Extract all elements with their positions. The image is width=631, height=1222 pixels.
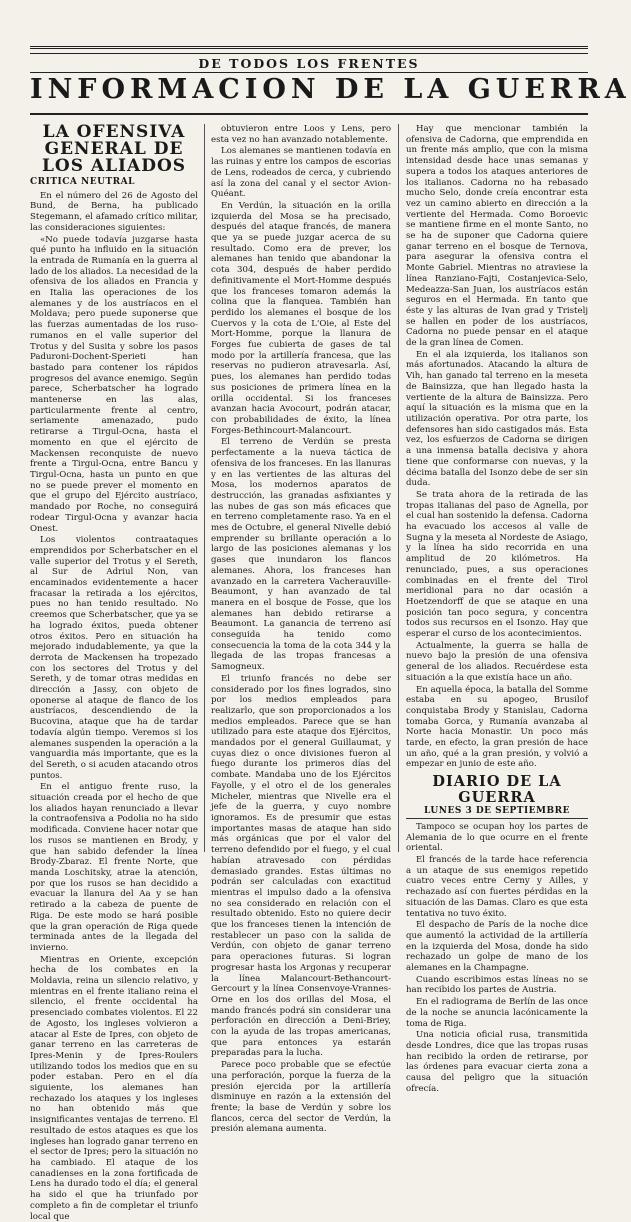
kicker-rule-bottom bbox=[30, 72, 588, 73]
article-subhead-critica: CRITICA NEUTRAL bbox=[30, 177, 135, 187]
paragraph: El francés de la tarde hace referencia a un ataque de sus enemigos repetido cuatro veces entre Cerny y Ailles, y rechazado así con fuertes pérdidas en la situación de las Damas. Claro es que esta tentativa no tuvo éxito. bbox=[406, 855, 588, 919]
paragraph: En el radiograma de Berlín de las once de la noche se anuncia lacónicamente la toma de Riga. bbox=[406, 997, 588, 1029]
paragraph: Parece poco probable que se efectúe una perforación, porque la fuerza de la presión ejercida por la artillería disminuye en razón a la extensión del frente; la base de Verdún y sobre los flancos, cerca del sector de Verdún, la presión alemana aumenta. bbox=[211, 1060, 391, 1135]
paragraph: Mientras en Oriente, excepción hecha de los combates en la Moldavia, reina un silencio relativo, y mientras en el frente italiano reina el silencio, el frente occidental ha presenciado combates violentos. El 22 de Agosto, los ingleses volvieron a atacar al Este de Ipres, con objeto de ganar terreno en las carreteras de Ipres-Menin y de Ipres-Roulers utilizando todos los medios que en su poder estaban. Pero en el día siguiente, los alemanes han rechazado los ataques y los ingleses no han obtenido más que insignificantes ventajas de terreno. El resultado de estos ataques es que los ingleses han logrado ganar terreno en el sector de Ipres; pero la situación no ha cambiado. El ataque de los canadienses en la zona fortificada de Lens ha durado todo el día; el general ha sido el que ha triunfado por completo a fin de completar el triunfo local que bbox=[30, 954, 198, 1222]
paragraph: En el ala izquierda, los italianos son más afortunados. Atacando la altura de Vih, han ganado tal terreno en la meseta de Bainsizza, que han llegado hasta la vertiente de la altura de Bainsizza. Pero aquí la situación es la misma que en la utilización operativa. Por otra parte, los defensores han sido castigados más. Esta vez, los esfuerzos de Cadorna se dirigen a una inmensa batalla decisiva y ahora tiene que conformarse con nuevas, y la décima batalla del Isonzo debe de ser sin duda. bbox=[406, 349, 588, 489]
kicker-rule-top bbox=[30, 53, 588, 54]
paragraph: En Verdún, la situación en la orilla izquierda del Mosa se ha precisado, después del ataque francés, de manera que ya se puede juzgar acerca de su resultado. Como era de prever, los alemanes han tenido que abandonar la cota 304, después de haber perdido definitivamente el Mort-Homme después que los franceses tomaron además la colina que la flanquea. También han perdido los alemanes el bosque de los Cuervos y la cota de L'Oie, al Este del Mort-Homme, porque la llanura de Forges fue cubierta de gases de tal modo por la artillería francesa, que las reservas no pudieron atravesarla. Así, pues, los alemanes han perdido todas sus posiciones de primera línea en la orilla occidental. Si los franceses avanzan hacia Avocourt, podrán atacar, con probabilidades de éxito, la línea Forges-Bethincourt-Malancourt. bbox=[211, 200, 391, 436]
paragraph: Los violentos contraataques emprendidos por Scherbatscher en el valle superior del Trotus y el Sereth, al Sur de Adriul Non, van encaminados evidentemente a hacer fracasar la retirada a los ejércitos, pues no han tenido resultado. No creemos que Scherbatscher, que ya se ha logrado éxitos, pueda obtener otros éxitos. Pero en situación ha mejorado indudablemente, ya que la derrota de Mackensen ha tropezado con los sectores del Trotus y del Sereth, y de tomar otras medidas en dirección a Jassy, con objeto de oponerse al ataque de flanco de los austríacos, descendiendo de la Bucovina, ataque que ha de tardar todavía algún tiempo. Veremos si los alemanes suspenden la operación a la vanguardia más importante, que es la del Sereth, o si acuden atacando otros puntos. bbox=[30, 535, 198, 781]
article-subhead-date: LUNES 3 DE SEPTIEMBRE bbox=[406, 806, 588, 819]
column-separator-1 bbox=[204, 124, 205, 852]
masthead-title: INFORMACION DE LA GUERRA bbox=[30, 74, 631, 105]
article-headline-ofensiva: LA OFENSIVA GENERAL DE LOS ALIADOS bbox=[41, 122, 187, 176]
article-headline-diario: DIARIO DE LA GUERRA bbox=[432, 773, 562, 807]
paragraph: Tampoco se ocupan hoy los partes de Alemania de lo que ocurre en el frente oriental. bbox=[406, 821, 588, 854]
paragraph: En el antiguo frente ruso, la situación creada por el hecho de que los aliados hayan renunciado a llevar la contraofensiva a Podolia no ha sido modificada. Conviene hacer notar que los rusos se mantienen en Brody, y que han sabido defender la línea Brody-Zbaraz. El frente Norte, que manda Loschitsky, atrae la atención, por que los rusos se han decidido a evacuar la llanura del Aa y se han retirado a la cabeza de puente de Riga. De este modo se hará posible que la gran operación de Riga quede terminada antes de la llegada del invierno. bbox=[30, 782, 198, 953]
paragraph: Hay que mencionar también la ofensiva de Cadorna, que emprendida en un frente más amplio, que con la misma intensidad desde hace unas semanas y supera a todos los ataques anteriores de los italianos. Cadorna no ha rebasado mucho Selo, donde creía encontrar esta vez un camino abierto en dirección a la vertiente del Hermada. Como Boroevic se mantiene firme en el monte Santo, no se ha de suponer que Cadorna quiere ganar terreno en el bosque de Ternova, para asegurar la ofensiva contra el Monte Gabriel. Mientras no atraviese la línea Ranziano-Fajti, Costanjevica-Selo, Medeazza-San Juan, los austríacos están seguros en el Hermada. En tanto que éste y las alturas de Ivan grad y Tristelj se hallen en poder de los austríacos, Cadorna no puede pensar en el ataque de la gran línea de Comen. bbox=[406, 124, 588, 349]
paragraph: En aquella época, la batalla del Somme estaba en su apogeo, Brusilof conquistaba Brody y Stanislau, Cadorna tomaba Gorca, y Rumanía avanzaba al Norte hacia Monastir. Un poco más tarde, en efecto, la gran presión de hace un año, qué a la gran presión, y volvió a empezar en junio de este año. bbox=[406, 684, 588, 770]
paragraph: El terreno de Verdún se presta perfectamente a la nueva táctica de ofensiva de los franceses. En las llanuras y en las vertientes de las alturas del Mosa, los modernos aparatos de destrucción, las granadas asfixiantes y las nubes de gas son más eficaces que en terreno completamente raso. Ya en el mes de Octubre, el general Nivelle debió emprender su brillante operación a lo largo de las posiciones alemanas y los gases que inundaron los flancos alemanes. Ahora, los franceses han avanzado en la carretera Vacherauville-Beaumont, y han avanzado de tal manera en el bosque de Fosse, que los alemanes han debido retirarse a Beaumont. La ganancia de terreno así conseguida ha tenido como consecuencia la toma de la cota 344 y la llegada de las tropas francesas a Samogneux. bbox=[211, 437, 391, 673]
paragraph: «No puede todavía juzgarse hasta qué punto ha influido en la situación la entrada de Rumanía en la guerra al lado de los aliados. La necesidad de la ofensiva de los aliados en Francia y en Italia las operaciones de los alemanes y de los austríacos en el Moldava; pero puede suponerse que las fuerzas aumentadas de los ruso-rumanos en el valle superior del Trotus y del Susita y sobre los pasos Paduroni-Dochent-Sperieti han bastado para contener los rápidos progresos del avance enemigo. Según parece, Scherbatscher ha logrado mantenerse en las alas, particularmente frente al centro, seriamente amenazado, pudo retirarse a Tirgul-Ocna, hasta el momento en que el ejército de Mackensen reconquiste de nuevo frente a Tirgul-Ocna, entre Bancu y Tirgul-Ocna, hasta un punto en que no se puede prever el momento en que el grupo del Ejército austríaco, mandado por Roche, no conseguirá rodear Tirgul-Ocna y avanzar hacia Onest. bbox=[30, 234, 198, 534]
paragraph: El despacho de París de la noche dice que aumentó la actividad de la artillería en la izquierda del Mosa, donde ha sido rechazado un golpe de mano de los alemanes en la Champagne. bbox=[406, 920, 588, 974]
masthead-rule bbox=[30, 113, 588, 115]
section-kicker: DE TODOS LOS FRENTES bbox=[198, 56, 420, 71]
paragraph: Cuando escribimos estas líneas no se han recibido los partes de Austria. bbox=[406, 974, 588, 996]
paragraph: Los alemanes se mantienen todavía en las ruinas y entre los campos de escorias de Lens, rodeados de cerca, y cubriendo así la zona del canal y el sector Avion-Quéant. bbox=[211, 146, 391, 200]
top-double-rule bbox=[30, 46, 588, 49]
paragraph: El triunfo francés no debe ser considerado por los fines logrados, sino por los medios empleados para realizarlo, que son proporcionados a los medios empleados. Parece que se han utilizado para este ataque dos Ejércitos, mandados por el general Guillaumat, y cuyas diez o once divisiones fueron al fuego durante los primeros días del combate. Mandaba uno de los Ejércitos Fayolle, y el otro el de los generales Micheler, mientras que Nivelle era el jefe de la guerra, y cuyo nombre ignoramos. Es de presumir que estas importantes masas de ataque han sido más orgánicas que por el valor del terreno defendido por el fuego, y el cual habían atravesado con pérdidas demasiado grandes. Estas últimas no podrán ser calculadas con exactitud mientras el impulso dado a la ofensiva no sea considerado en relación con el resultado obtenido. Esto no quiere decir que los franceses tienen la intención de restablecer un paso con la salida de Verdún, con objeto de ganar terreno para operaciones futuras. Si logran progresar hasta los Argonas y recuperar la línea Malancourt-Bethancourt-Gercourt y la línea Consenvoye-Vrannes-Orne en los dos orillas del Mosa, el mando francés podrá sin considerar una perforación en dirección a Deni-Briey, con la ayuda de las tropas americanas, que para entonces ya estarán preparadas para la lucha. bbox=[211, 673, 391, 1059]
paragraph: En el número del 26 de Agosto del Bund, de Berna, ha publicado Stegemann, el afamado crítico militar, las consideraciones siguientes: bbox=[30, 190, 198, 233]
paragraph: Una noticia oficial rusa, transmitida desde Londres, dice que las tropas rusas han recibido la orden de retirarse, por las órdenes para evacuar cierta zona a causa del peligro que la situación ofrecía. bbox=[406, 1030, 588, 1094]
column-2 bbox=[211, 124, 391, 1135]
column-1 bbox=[30, 122, 198, 1222]
column-3 bbox=[406, 124, 588, 1094]
paragraph: obtuvieron entre Loos y Lens, pero esta vez no han avanzado notablemente. bbox=[211, 124, 391, 145]
column-separator-2 bbox=[398, 124, 399, 852]
paragraph: Actualmente, la guerra se halla de nuevo bajo la presión de una ofensiva general de los aliados. Recuérdese esta situación a la que existía hace un año. bbox=[406, 640, 588, 683]
paragraph: Se trata ahora de la retirada de las tropas italianas del paso de Agnella, por el cual han sostenido la defensa. Cadorna ha evacuado los accesos al valle de Sugna y la meseta al Nordeste de Asiago, y la línea ha sido recorrida en una amplitud de 20 kilómetros. Ha renunciado, pues, a sus operaciones combinadas en el frente del Tirol meridional para no dar ocasión a Hoetzendorff de que se ataque en una posición tan poco segura, y concentra todos sus recursos en el Isonzo. Hay que esperar el curso de los acontecimientos. bbox=[406, 489, 588, 640]
